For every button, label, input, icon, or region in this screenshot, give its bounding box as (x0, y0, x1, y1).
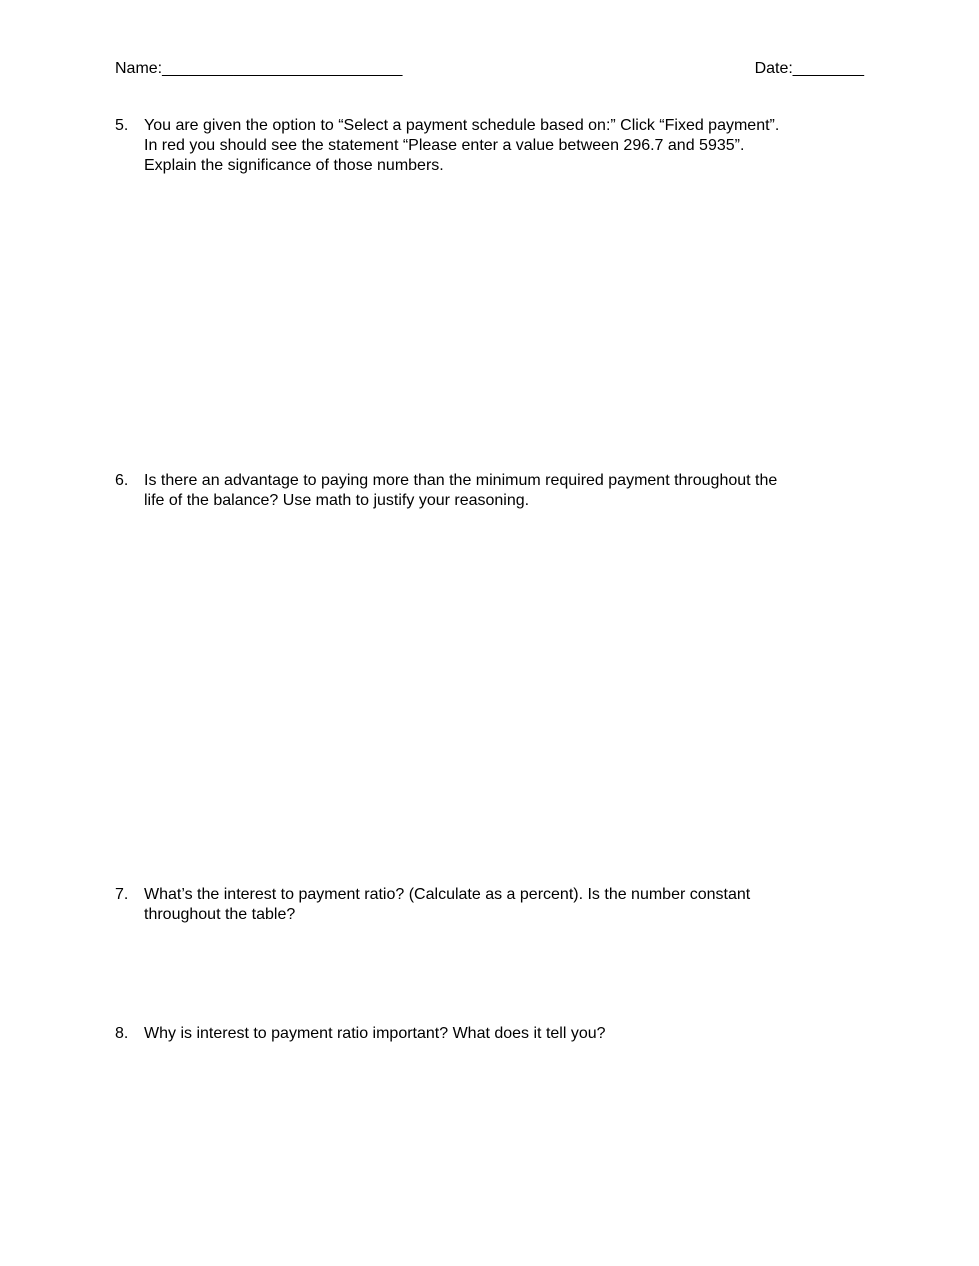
question-line: You are given the option to “Select a payment schedule based on:” Click “Fixed payment”. (144, 117, 780, 134)
question-number: 6. (115, 472, 129, 489)
question-line: Why is interest to payment ratio important? What does it tell you? (144, 1025, 606, 1042)
worksheet-header (115, 58, 864, 80)
question-line: In red you should see the statement “Please enter a value between 296.7 and 5935”. (144, 137, 745, 154)
question-line: Explain the significance of those numbers. (144, 157, 444, 174)
question-number: 8. (115, 1025, 129, 1042)
question-text (144, 116, 855, 176)
name-field: Name:___________________________ (115, 60, 403, 77)
question-text (144, 471, 855, 511)
question-number: 5. (115, 117, 129, 134)
question-line: life of the balance? Use math to justify your reasoning. (144, 492, 530, 509)
question-text (144, 1024, 855, 1044)
question-line: Is there an advantage to paying more than the minimum required payment throughout the (144, 472, 778, 489)
date-field: Date:________ (754, 60, 864, 77)
question-line: throughout the table? (144, 906, 296, 923)
question-number: 7. (115, 886, 129, 903)
question-line: What’s the interest to payment ratio? (Calculate as a percent). Is the number constant (144, 886, 751, 903)
question-text (144, 885, 855, 925)
